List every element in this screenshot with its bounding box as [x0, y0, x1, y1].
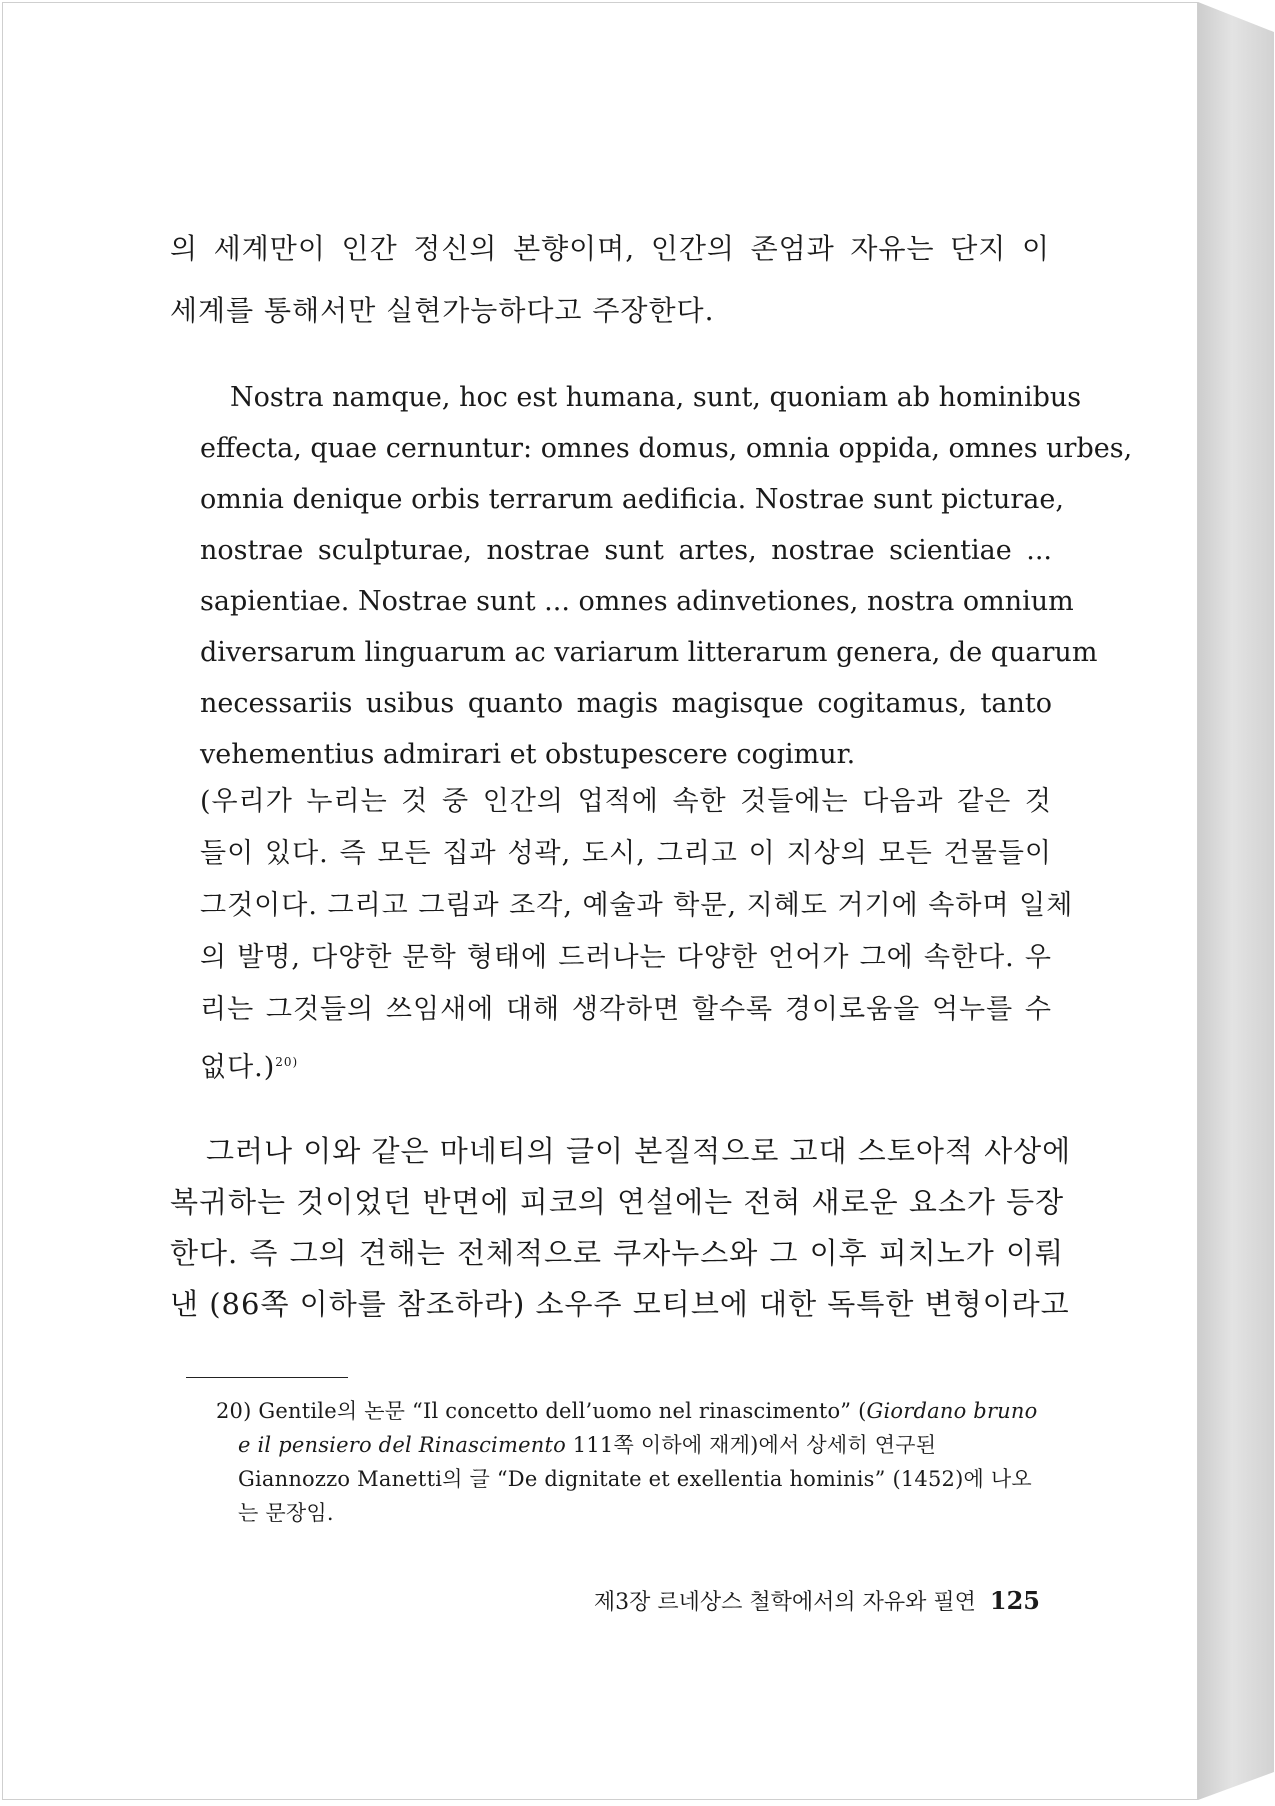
footnote-italic: e il pensiero del Rinascimento [238, 1433, 566, 1457]
text-line: 한다. 즉 그의 견해는 전체적으로 쿠자누스와 그 이후 피치노가 이뤄 [170, 1236, 1064, 1270]
text-line: 그러나 이와 같은 마네티의 글이 본질적으로 고대 스토아적 사상에 [206, 1134, 1072, 1168]
paragraph-2 [170, 1126, 1072, 1330]
text-line: omnia denique orbis terrarum aedificia. Nostrae sunt picturae, [200, 484, 1064, 515]
text-line: 세계를 통해서만 실현가능하다고 주장한다. [170, 294, 715, 327]
text-line: 그것이다. 그리고 그림과 조각, 예술과 학문, 지혜도 거기에 속하며 일체 [200, 890, 1074, 921]
korean-translation [200, 776, 1074, 1094]
text-line: vehementius admirari et obstupescere cogimur. [200, 739, 856, 770]
translation-last: 없다.) [200, 1052, 276, 1083]
footnote-reference: 20) [275, 1055, 299, 1069]
text-line [200, 1036, 1052, 1094]
footnote-line [216, 1428, 1064, 1462]
footnote-line: Giannozzo Manetti의 글 “De dignitate et exellentia hominis” (1452)에 나오 [238, 1467, 1032, 1491]
footnote-divider [186, 1377, 348, 1378]
text-line: 의 발명, 다양한 문학 형태에 드러나는 다양한 언어가 그에 속한다. 우 [200, 942, 1052, 973]
footnote-text: Gentile의 논문 “Il concetto dell’uomo nel rinascimento” ( [258, 1399, 867, 1423]
footnote-italic: Giordano bruno [866, 1399, 1038, 1423]
latin-quotation [200, 372, 1133, 780]
page-number: 125 [989, 1586, 1040, 1615]
footnote-line: 는 문장임. [238, 1501, 334, 1525]
running-footer [520, 1585, 1040, 1616]
text-line: sapientiae. Nostrae sunt ... omnes adinvetiones, nostra omnium [200, 586, 1074, 617]
text-line: nostrae sculpturae, nostrae sunt artes, nostrae scientiae ... [200, 535, 1052, 566]
text-line: 의 세계만이 인간 정신의 본향이며, 인간의 존엄과 자유는 단지 이 [170, 232, 1050, 265]
text-line: Nostra namque, hoc est humana, sunt, quoniam ab hominibus [230, 382, 1082, 413]
footnote-line [216, 1394, 1064, 1428]
footnote-text: 111쪽 이하에 재게)에서 상세히 연구된 [565, 1433, 937, 1457]
text-line: 낸 (86쪽 이하를 참조하라) 소우주 모티브에 대한 독특한 변형이라고 [170, 1287, 1070, 1321]
text-line: necessariis usibus quanto magis magisque cogitamus, tanto [200, 688, 1052, 719]
text-line: diversarum linguarum ac variarum litterarum genera, de quarum [200, 637, 1098, 668]
chapter-title: 제3장 르네상스 철학에서의 자유와 필연 [593, 1590, 976, 1615]
footnote-number: 20) [216, 1399, 252, 1423]
paragraph-1 [170, 218, 1050, 342]
text-line: (우리가 누리는 것 중 인간의 업적에 속한 것들에는 다음과 같은 것 [200, 786, 1052, 817]
text-line: 리는 그것들의 쓰임새에 대해 생각하면 할수록 경이로움을 억누를 수 [200, 994, 1052, 1025]
text-line: effecta, quae cernuntur: omnes domus, omnia oppida, omnes urbes, [200, 433, 1133, 464]
footnote [216, 1394, 1064, 1530]
text-line: 들이 있다. 즉 모든 집과 성곽, 도시, 그리고 이 지상의 모든 건물들이 [200, 838, 1052, 869]
text-line: 복귀하는 것이었던 반면에 피코의 연설에는 전혀 새로운 요소가 등장 [170, 1185, 1065, 1219]
page-stack-edge [1198, 2, 1274, 1800]
